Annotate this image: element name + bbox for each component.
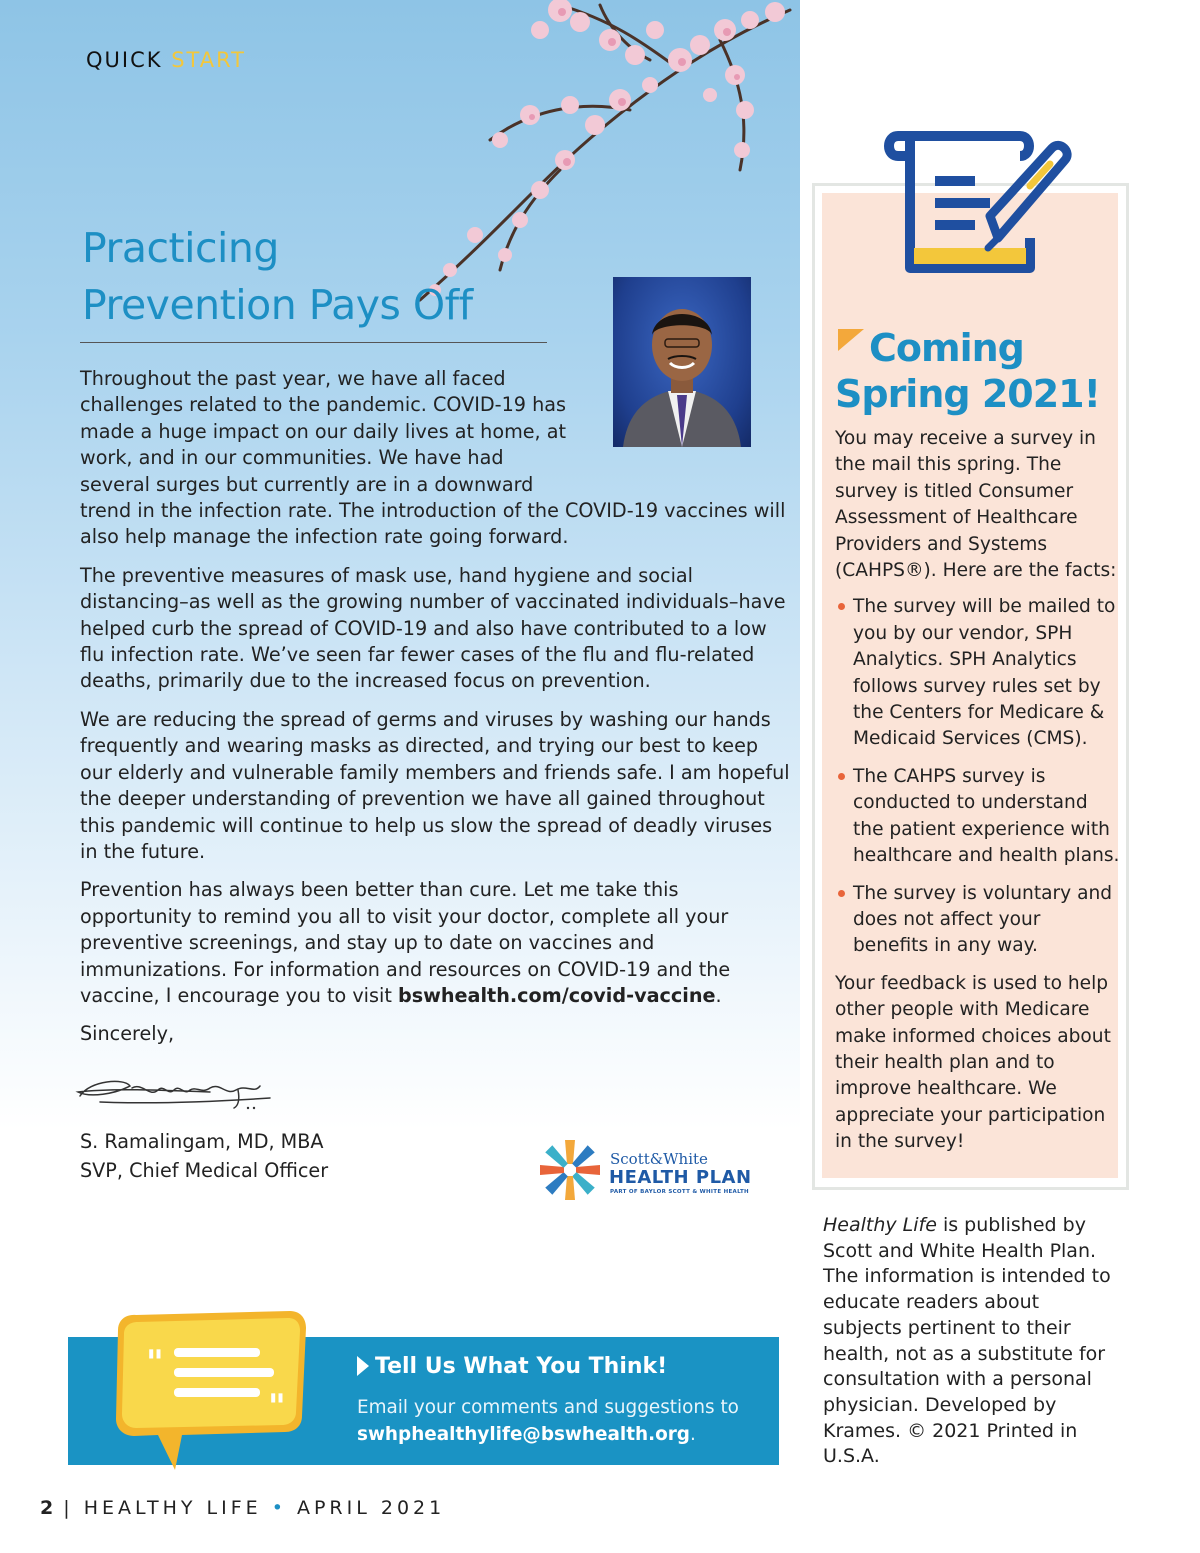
article-paragraph-4-text: Prevention has always been better than cure. Let me take this opportunity to remind you all to visit your doctor, complete all your preventive screenings, and stay up to date on vaccines and immunizations. For information and resources on COVID-19 and the vaccine, I encourage you to visit xyxy=(80,878,731,1007)
headline-line-1: Practicing xyxy=(82,224,279,272)
closing: Sincerely, xyxy=(80,1022,175,1046)
section-label-start: START xyxy=(171,48,247,72)
list-item xyxy=(835,764,1120,870)
headline-divider xyxy=(80,342,547,343)
feedback-title xyxy=(357,1354,667,1379)
section-label-quick: QUICK xyxy=(86,48,163,72)
footer-publication: HEALTHY LIFE xyxy=(83,1497,262,1519)
signer-title: SVP, Chief Medical Officer xyxy=(80,1159,329,1182)
publisher-note xyxy=(823,1213,1123,1470)
sidebar-facts-list xyxy=(835,594,1120,959)
page-footer xyxy=(40,1497,445,1519)
logo-text-scott-white: Scott&White xyxy=(610,1150,708,1168)
article-paragraph-1 xyxy=(80,366,790,551)
publication-name: Healthy Life xyxy=(823,1214,937,1236)
sidebar-body xyxy=(835,426,1120,1166)
signature xyxy=(70,1068,275,1113)
signer-block xyxy=(80,1127,328,1185)
article-paragraph-1-text: Throughout the past year, we have all faced challenges related to the pandemic. COVID-19 has made a huge impact on our daily lives at home, at work, and in our communities. We have had several surges but currently are in a downward trend in the infection rate. The introduction of the COVID-19 vaccines will also help manage the infection rate going forward. xyxy=(80,367,786,549)
feedback-body-end: . xyxy=(689,1424,696,1445)
feedback-body-text: Email your comments and suggestions to xyxy=(357,1397,739,1418)
article-body xyxy=(80,366,790,1060)
logo-text-tagline: PART OF BAYLOR SCOTT & WHITE HEALTH xyxy=(610,1189,749,1195)
headline-line-2: Prevention Pays Off xyxy=(82,281,473,329)
publisher-text: is published by Scott and White Health Plan. The information is intended to educate readers about subjects pertinent to their health, not as a substitute for consultation with a personal physician. Developed by Krames. © 2021 Printed in U.S.A. xyxy=(823,1214,1111,1468)
article-paragraph-3: We are reducing the spread of germs and viruses by washing our hands frequently and wearing masks as directed, and trying our best to keep our elderly and vulnerable family members and friends safe. I am hopeful the deeper understanding of prevention we have all gained throughout this pandemic will continue to help us slow the spread of deadly viruses in the future. xyxy=(80,707,790,863)
bullet-dot-icon xyxy=(838,890,845,897)
footer-separator: | xyxy=(63,1497,74,1519)
svg-text:": " xyxy=(146,1343,164,1383)
feedback-email-link[interactable]: swhphealthylife@bswhealth.org xyxy=(357,1424,690,1445)
play-arrow-icon xyxy=(357,1356,369,1376)
logo-text-health-plan: HEALTH PLAN xyxy=(609,1167,752,1188)
svg-text:": " xyxy=(268,1387,286,1427)
bullet-dot-icon xyxy=(838,603,845,610)
footer-bullet: • xyxy=(271,1497,287,1519)
feedback-body xyxy=(357,1394,767,1448)
fact-text: The CAHPS survey is conducted to understand the patient experience with healthcare and health plans. xyxy=(853,765,1120,867)
list-item xyxy=(835,594,1120,752)
photo-wrap-spacer xyxy=(568,366,790,472)
signer-name: S. Ramalingam, MD, MBA xyxy=(80,1130,324,1153)
list-item xyxy=(835,881,1120,960)
article-paragraph-2: The preventive measures of mask use, hand hygiene and social distancing–as well as the growing number of vaccinated individuals–have helped curb the spread of COVID-19 and also have contributed to a low flu infection rate. We’ve seen far fewer cases of the flu and flu-related deaths, primarily due to the increased focus on prevention. xyxy=(80,563,786,693)
vaccine-link[interactable]: bswhealth.com/covid-vaccine xyxy=(397,983,716,1007)
feedback-title-text: Tell Us What You Think! xyxy=(375,1354,668,1379)
sidebar-title-line-1: Coming xyxy=(869,326,1024,370)
fact-text: The survey will be mailed to you by our vendor, SPH Analytics. SPH Analytics follows survey rules set by the Centers for Medicare & Medicaid Services (CMS). xyxy=(853,596,1116,750)
article-paragraph-4 xyxy=(80,877,790,1009)
sidebar-outro: Your feedback is used to help other people with Medicare make informed choices about their health plan and to improve healthcare. We appreciate your participation in the survey! xyxy=(835,972,1111,1153)
sidebar-intro: You may receive a survey in the mail this spring. The survey is titled Consumer Assessment of Healthcare Providers and Systems (CAHPS®). Here are the facts: xyxy=(835,428,1117,582)
sidebar-title-line-2: Spring 2021! xyxy=(835,372,1100,416)
fact-text: The survey is voluntary and does not affect your benefits in any way. xyxy=(853,882,1113,957)
speech-bubble-quote-icon xyxy=(100,1308,315,1473)
article-headline xyxy=(82,220,562,334)
page-number: 2 xyxy=(40,1497,54,1519)
sidebar-title xyxy=(835,325,1105,417)
bullet-dot-icon xyxy=(838,773,845,780)
article-paragraph-4-end: . xyxy=(715,983,722,1007)
section-label xyxy=(86,48,246,72)
survey-document-quill-icon xyxy=(880,128,1075,276)
footer-date: APRIL 2021 xyxy=(296,1497,446,1519)
